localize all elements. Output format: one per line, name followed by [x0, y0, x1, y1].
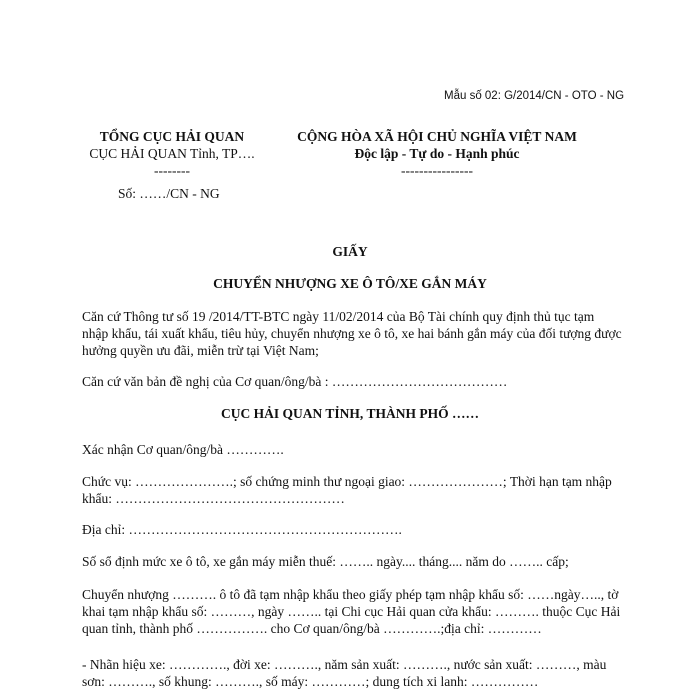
nation-divider: ---------------- — [401, 163, 473, 178]
agency-header — [72, 128, 272, 179]
confirm-line: Xác nhận Cơ quan/ông/bà …………. — [82, 442, 284, 457]
section-title: CỤC HẢI QUAN TỈNH, THÀNH PHỐ …… — [221, 406, 479, 421]
address-line: Địa chỉ: ……………………………………………………. — [82, 522, 402, 537]
quota-line: Số sổ định mức xe ô tô, xe gắn máy miễn thuế: …….. ngày.... tháng.... năm do …….. cấp; — [82, 554, 569, 569]
document-title: GIẤY — [332, 244, 368, 259]
basis-paragraph-1: Căn cứ Thông tư số 19 /2014/TT-BTC ngày 11/02/2014 của Bộ Tài chính quy định thủ tục tạm nhập khẩu, tái xuất khẩu, tiêu hủy, chuyển nhượng xe ô tô, xe hai bánh gắn máy của đối tượng được hưởng quyền ưu đãi, miễn trừ tại Việt Nam; — [82, 309, 622, 358]
agency-sub-name: CỤC HẢI QUAN Tỉnh, TP…. — [89, 146, 255, 161]
nation-header — [274, 128, 600, 179]
agency-name: TỔNG CỤC HẢI QUAN — [99, 129, 245, 144]
nation-name: CỘNG HÒA XÃ HỘI CHỦ NGHĨA VIỆT NAM — [297, 129, 577, 144]
document-number: Số: ……/CN - NG — [118, 186, 220, 201]
form-code: Mẫu số 02: G/2014/CN - OTO - NG — [444, 90, 625, 102]
position-paragraph: Chức vụ: ………………….; số chứng minh thư ngoại giao: …………………; Thời hạn tạm nhập khẩu: …………………………………………… — [82, 474, 612, 506]
transfer-paragraph: Chuyển nhượng ………. ô tô đã tạm nhập khẩu theo giấy phép tạm nhập khẩu số: ……ngày….., tờ khai tạm nhập khẩu số: ………, ngày …….. tại Chi cục Hải quan cửa khẩu: ………. thuộc Cục Hải quan tỉnh, thành phố ……………. cho Cơ quan/ông/bà ………….;địa chỉ: ………… — [82, 587, 621, 636]
basis-paragraph-2: Căn cứ văn bản đề nghị của Cơ quan/ông/bà : ………………………………… — [82, 374, 508, 389]
vehicle-paragraph: - Nhãn hiệu xe: …………., đời xe: ………., năm sản xuất: ………., nước sản xuất: ………, màu sơn: ………., số khung: ………., số máy: …………; dung tích xi lanh: …………… — [82, 657, 607, 689]
nation-motto: Độc lập - Tự do - Hạnh phúc — [354, 146, 520, 161]
document-subtitle: CHUYỂN NHƯỢNG XE Ô TÔ/XE GẮN MÁY — [213, 276, 487, 291]
agency-divider: -------- — [154, 163, 190, 178]
